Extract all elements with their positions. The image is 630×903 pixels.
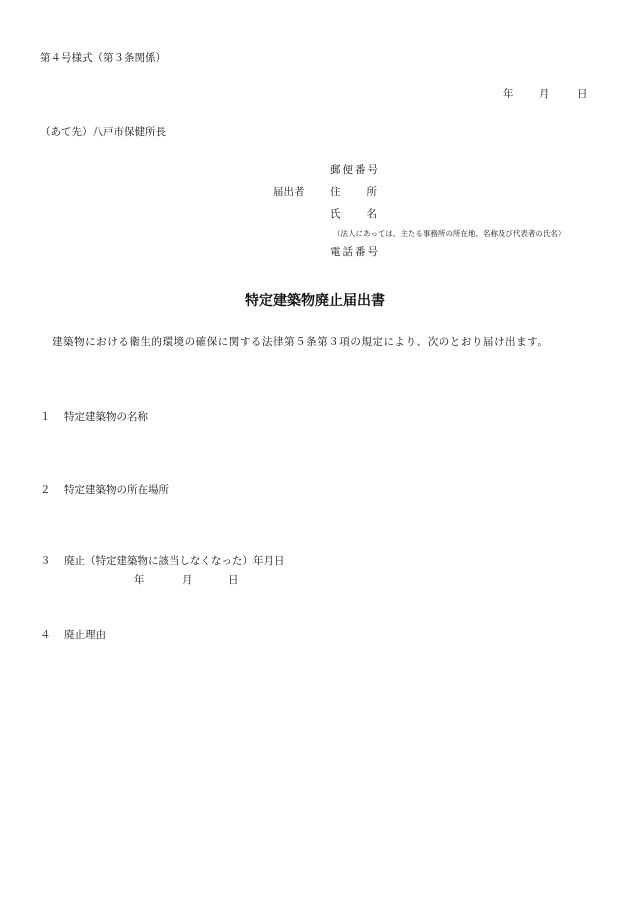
item-label: 特定建築物の所在場所 <box>64 484 169 496</box>
document-title: 特定建築物廃止届出書 <box>245 293 385 309</box>
date-month-label: 月 <box>539 88 550 100</box>
abolition-year-label: 年 <box>134 574 145 586</box>
name-note: （法人にあっては、主たる事務所の所在地、名称及び代表者の氏名） <box>333 229 566 238</box>
addressee: （あて先）八戸市保健所長 <box>40 126 166 138</box>
address-label <box>330 184 377 199</box>
item-number: １ <box>40 411 51 423</box>
abolition-month-label: 月 <box>182 574 193 586</box>
item-label: 廃止理由 <box>64 629 106 641</box>
date-day-label: 日 <box>577 88 588 100</box>
item-number: ３ <box>40 555 51 567</box>
phone-label: 電話番号 <box>330 246 380 258</box>
item-label: 特定建築物の名称 <box>64 411 148 423</box>
name-label <box>330 206 377 221</box>
form-number: 第４号様式（第３条関係） <box>40 52 166 64</box>
abolition-date-fields <box>134 572 239 587</box>
item-building-name <box>40 409 148 424</box>
date-year-label: 年 <box>503 88 514 100</box>
name-label-a: 氏 <box>330 208 341 220</box>
item-abolition-reason <box>40 627 106 642</box>
postal-code-label: 郵便番号 <box>330 164 380 176</box>
address-label-b: 所 <box>366 186 377 198</box>
item-building-location <box>40 482 169 497</box>
submission-date-line <box>503 86 588 101</box>
address-label-a: 住 <box>330 186 341 198</box>
body-paragraph: 建築物における衛生的環境の確保に関する法律第５条第３項の規定により、次のとおり届け出ます。 <box>52 336 549 348</box>
item-label: 廃止（特定建築物に該当しなくなった）年月日 <box>64 555 285 567</box>
name-label-b: 名 <box>366 208 377 220</box>
filer-label: 届出者 <box>273 186 305 198</box>
item-number: ２ <box>40 484 51 496</box>
item-number: ４ <box>40 629 51 641</box>
item-abolition-date <box>40 553 285 568</box>
abolition-day-label: 日 <box>228 574 239 586</box>
